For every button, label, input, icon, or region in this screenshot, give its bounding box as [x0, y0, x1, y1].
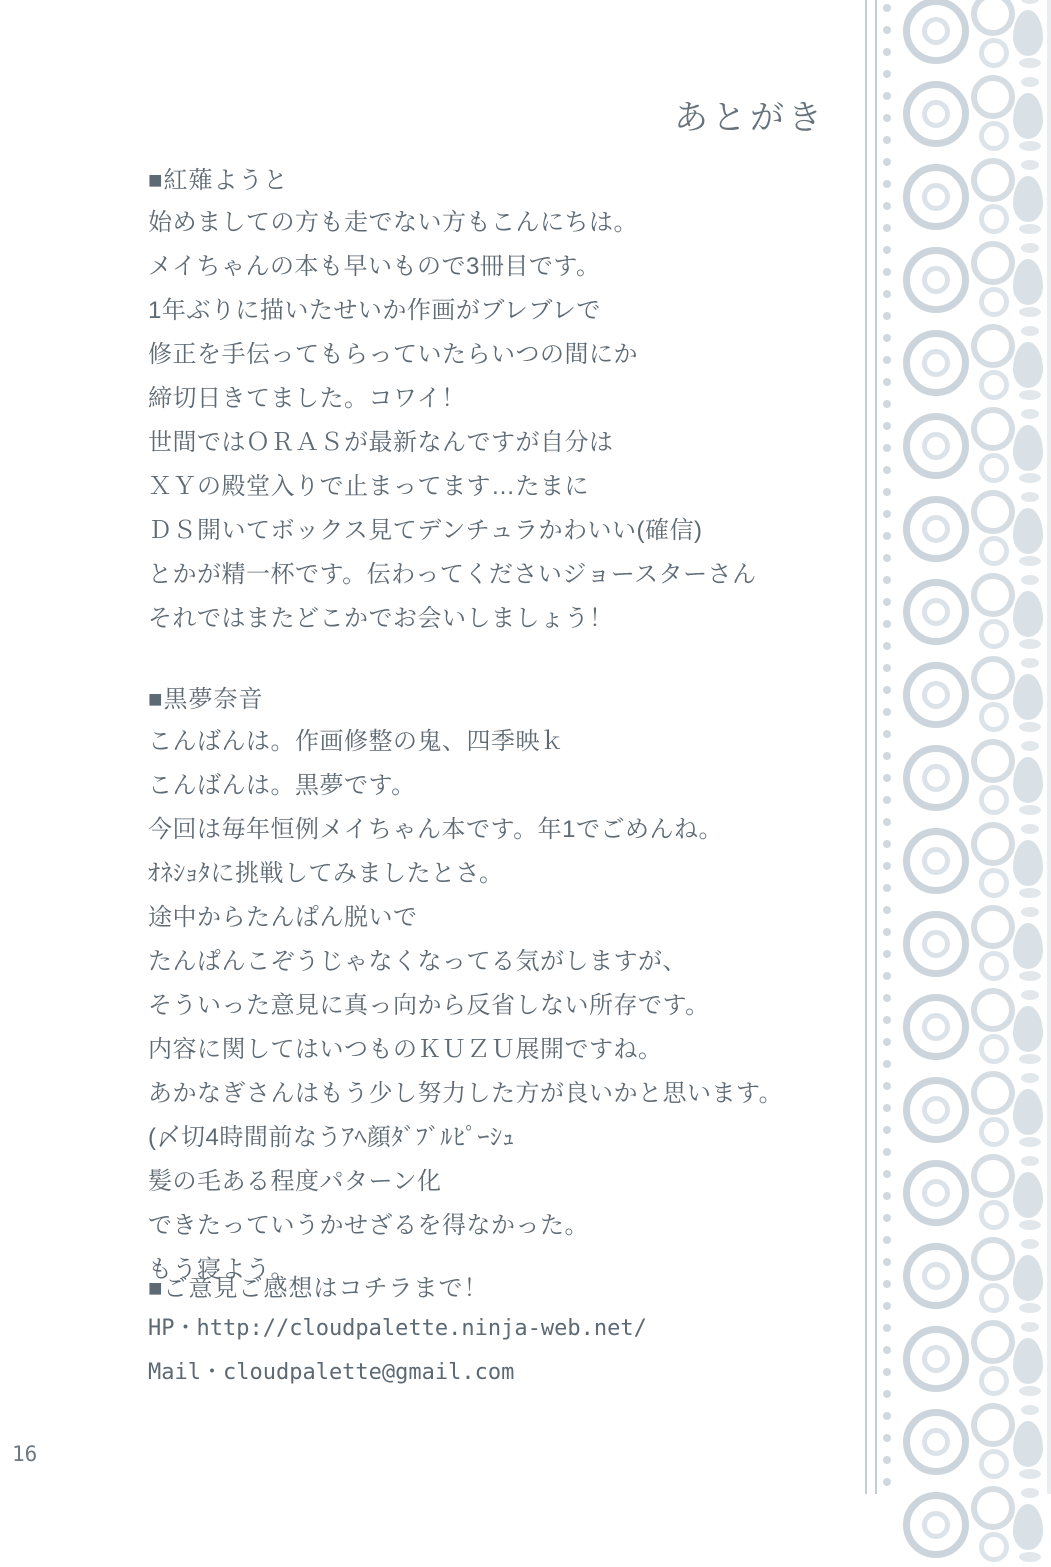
- contact-block: [148, 1268, 848, 1395]
- page-edge: [1047, 0, 1051, 1494]
- section-heading: ■黒夢奈音: [148, 686, 264, 713]
- text-line: 始めましての方も走でない方もこんにちは。: [148, 209, 638, 236]
- page-title: あとがき: [674, 99, 826, 137]
- text-line: そういった意見に真っ向から反省しない所存です。: [148, 992, 710, 1019]
- text-line: ｵﾈｼｮﾀに挑戦してみましたとさ。: [148, 860, 504, 887]
- text-line: 締切日きてました。コワイ！: [148, 385, 466, 412]
- text-line: ＤＳ開いてボックス見てデンチュラかわいい(確信): [148, 517, 703, 544]
- text-line: たんぱんこぞうじゃなくなってる気がしますが、: [148, 948, 687, 975]
- text-line: 1年ぶりに描いたせいか作画がブレブレで: [148, 297, 601, 324]
- text-line: 内容に関してはいつものＫＵＺＵ展開ですね。: [148, 1036, 663, 1063]
- text-line: とかが精一杯です。伝わってくださいジョースターさん: [148, 561, 757, 588]
- contact-homepage[interactable]: HP・http://cloudpalette.ninja-web.net/: [148, 1316, 647, 1341]
- text-line: 髪の毛ある程度パターン化: [148, 1168, 442, 1195]
- contact-mail[interactable]: Mail・cloudpalette@gmail.com: [148, 1360, 515, 1385]
- page-number: 16: [12, 1442, 38, 1466]
- lace-motif-column: [895, 0, 1051, 1494]
- contact-heading: ■ご意見ご感想はコチラまで！: [148, 1275, 489, 1302]
- text-line: 世間ではＯＲＡＳが最新なんですが自分は: [148, 429, 614, 456]
- text-line: こんばんは。作画修整の鬼、四季映ｋ: [148, 728, 565, 755]
- lace-dot-column: [881, 0, 895, 1494]
- text-line: あかなぎさんはもう少し努力した方が良いかと思います。: [148, 1080, 784, 1107]
- lace-border-decoration: [859, 0, 1051, 1494]
- lace-rule-inner: [865, 0, 867, 1494]
- text-line: こんばんは。黒夢です。: [148, 772, 416, 799]
- text-line: ＸＹの殿堂入りで止まってます…たまに: [148, 473, 589, 500]
- text-line: (〆切4時間前なうｱﾍ顔ﾀﾞﾌﾞﾙﾋﾟｰｼｭ: [148, 1124, 515, 1151]
- section-heading: ■紅薙ようと: [148, 167, 289, 194]
- text-line: メイちゃんの本も早いもので3冊目です。: [148, 253, 601, 280]
- text-line: それではまたどこかでお会いしましょう！: [148, 605, 614, 632]
- afterword-section: [148, 160, 828, 641]
- lace-rule-outer: [875, 0, 877, 1494]
- text-line: 修正を手伝ってもらっていたらいつの間にか: [148, 341, 638, 368]
- afterword-section: [148, 679, 828, 1292]
- text-line: もう寝よう。: [148, 1256, 295, 1283]
- afterword-body: [148, 160, 828, 1330]
- text-line: できたっていうかせざるを得なかった。: [148, 1212, 589, 1239]
- text-line: 今回は毎年恒例メイちゃん本です。年1でごめんね。: [148, 816, 723, 843]
- text-line: 途中からたんぱん脱いで: [148, 904, 418, 931]
